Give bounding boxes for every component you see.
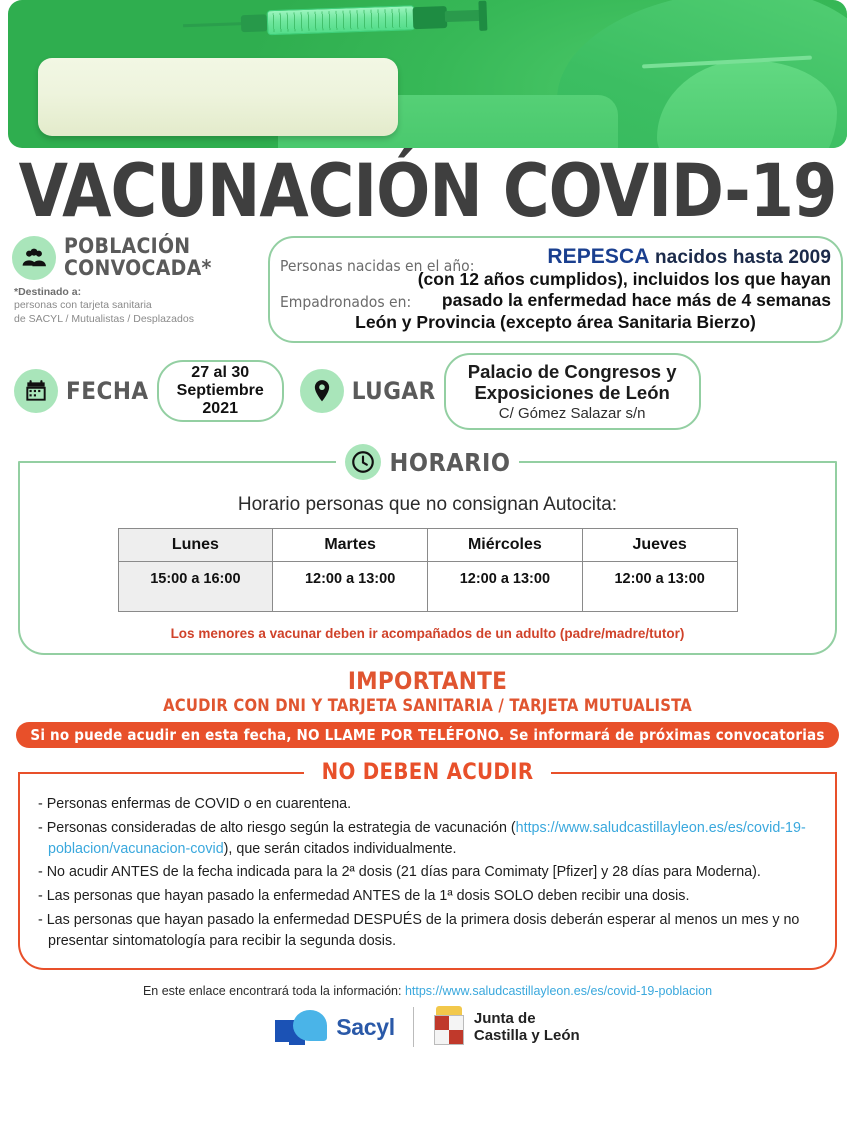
phone-warning-banner: Si no puede acudir en esta fecha, NO LLAME POR TELÉFONO. Se informará de próximas convocatorias	[16, 722, 839, 748]
fecha-value-box	[157, 360, 284, 422]
item-text-after: ), que serán citados individualmente.	[223, 840, 457, 857]
people-icon	[12, 236, 56, 280]
lugar-group	[300, 353, 701, 431]
footer-link-row	[0, 984, 855, 998]
table-header-row	[118, 529, 737, 562]
item-text: - Las personas que hayan pasado la enfermedad ANTES de la 1ª dosis SOLO deben recibir una dosis.	[38, 888, 690, 905]
column-header-lunes: Lunes	[118, 529, 273, 562]
lugar-label: LUGAR	[351, 377, 436, 406]
poblacion-label-line2: CONVOCADA*	[64, 255, 212, 280]
column-header-miercoles: Miércoles	[428, 529, 583, 562]
header-blank-card	[38, 58, 398, 136]
footer-logos	[0, 1006, 855, 1048]
time-cell-martes: 12:00 a 13:00	[273, 562, 428, 612]
junta-line2: Castilla y León	[473, 1027, 580, 1045]
repesca-keyword: REPESCA	[547, 244, 650, 268]
footer-info-link[interactable]: https://www.saludcastillayleon.es/es/covid-19-poblacion	[404, 984, 713, 999]
page-title: VACUNACIÓN COVID-19	[18, 149, 837, 234]
item-text: - No acudir ANTES de la fecha indicada para la 2ª dosis (21 días para Comimaty [Pfizer] y 28 días para Moderna).	[38, 864, 761, 881]
nda-rule-right	[551, 772, 837, 774]
sacyl-logo	[275, 1010, 395, 1044]
importante-title: IMPORTANTE	[347, 667, 508, 696]
junta-logo	[432, 1006, 580, 1048]
poblacion-value-line3: pasado la enfermedad hace más de 4 semanas	[441, 289, 831, 310]
importante-subtitle: ACUDIR CON DNI Y TARJETA SANITARIA / TARJETA MUTUALISTA	[163, 696, 692, 716]
list-item	[38, 794, 815, 815]
horario-rule-right	[519, 461, 837, 463]
poblacion-value-line4: León y Provincia (excepto área Sanitaria Bierzo)	[355, 311, 756, 332]
lugar-line2: Exposiciones de León	[474, 382, 670, 404]
poblacion-value-line2: (con 12 años cumplidos), incluidos los que hayan	[417, 268, 831, 289]
nda-rule-left	[18, 772, 304, 774]
clock-icon	[345, 444, 381, 480]
item-text: - Personas consideradas de alto riesgo según la estrategia de vacunación (	[38, 819, 516, 836]
junta-label	[474, 1010, 580, 1045]
poblacion-detail-box	[268, 236, 843, 343]
field-registered-label: Empadronados en:	[280, 292, 412, 311]
schedule-table	[118, 528, 738, 612]
horario-subtitle: Horario personas que no consignan Autocita:	[237, 494, 618, 516]
fecha-group	[14, 360, 284, 422]
fecha-lugar-section	[0, 353, 855, 431]
footnote-line1: personas con tarjeta sanitaria	[14, 299, 152, 312]
coat-of-arms-icon	[432, 1006, 466, 1048]
lugar-value-box	[444, 353, 701, 431]
logo-divider	[413, 1007, 414, 1047]
fecha-line1: 27 al 30	[191, 364, 250, 382]
footer-link-label: En este enlace encontrará toda la información:	[142, 984, 402, 999]
fecha-line2: Septiembre	[176, 382, 264, 400]
horario-rule-left	[18, 461, 336, 463]
poblacion-footnote	[14, 286, 262, 328]
column-header-jueves: Jueves	[582, 529, 737, 562]
list-item	[38, 910, 815, 951]
no-deben-acudir-section	[18, 760, 837, 970]
repesca-rest: nacidos hasta 2009	[649, 246, 831, 268]
lugar-line3: C/ Gómez Salazar s/n	[498, 405, 646, 423]
column-header-martes: Martes	[273, 529, 428, 562]
fecha-line3: 2021	[202, 400, 238, 418]
importante-section	[0, 667, 855, 748]
horario-label: HORARIO	[389, 447, 511, 477]
fecha-label: FECHA	[66, 377, 149, 406]
no-deben-acudir-title: NO DEBEN ACUDIR	[316, 760, 540, 785]
junta-line1: Junta de	[473, 1009, 536, 1027]
list-item	[38, 862, 815, 883]
list-item	[38, 886, 815, 907]
table-row	[118, 562, 737, 612]
location-pin-icon	[300, 369, 344, 413]
list-item	[38, 818, 815, 859]
field-birth-year-label: Personas nacidas en el año:	[280, 256, 475, 275]
exclusion-list	[38, 794, 815, 951]
item-text: - Personas enfermas de COVID o en cuarentena.	[38, 796, 352, 813]
footnote-title: *Destinado a:	[14, 285, 82, 298]
footnote-line2: de SACYL / Mutualistas / Desplazados	[14, 313, 194, 326]
lugar-line1: Palacio de Congresos y	[467, 360, 677, 382]
poblacion-label-block	[12, 236, 262, 328]
vaccination-strategy-link[interactable]: https://www.saludcastillayleon.es/es/covid-19-poblacion/vacunacion-covid	[48, 819, 806, 857]
time-cell-jueves: 12:00 a 13:00	[582, 562, 737, 612]
poblacion-label-line1: POBLACIÓN	[64, 234, 191, 259]
time-cell-lunes: 15:00 a 16:00	[118, 562, 273, 612]
sacyl-label: Sacyl	[336, 1013, 395, 1040]
poblacion-section	[0, 236, 855, 343]
sacyl-mark-icon	[275, 1010, 329, 1044]
syringe-icon	[182, 0, 483, 43]
minors-note: Los menores a vacunar deben ir acompañados de un adulto (padre/madre/tutor)	[170, 626, 685, 642]
horario-section	[18, 444, 837, 655]
item-text: - Las personas que hayan pasado la enfermedad DESPUÉS de la primera dosis deberán esperar al menos un mes y no presentar sintomatología para recibir la segunda dosis.	[38, 911, 800, 949]
time-cell-miercoles: 12:00 a 13:00	[428, 562, 583, 612]
header-hero-image	[8, 0, 847, 148]
calendar-icon	[14, 369, 58, 413]
